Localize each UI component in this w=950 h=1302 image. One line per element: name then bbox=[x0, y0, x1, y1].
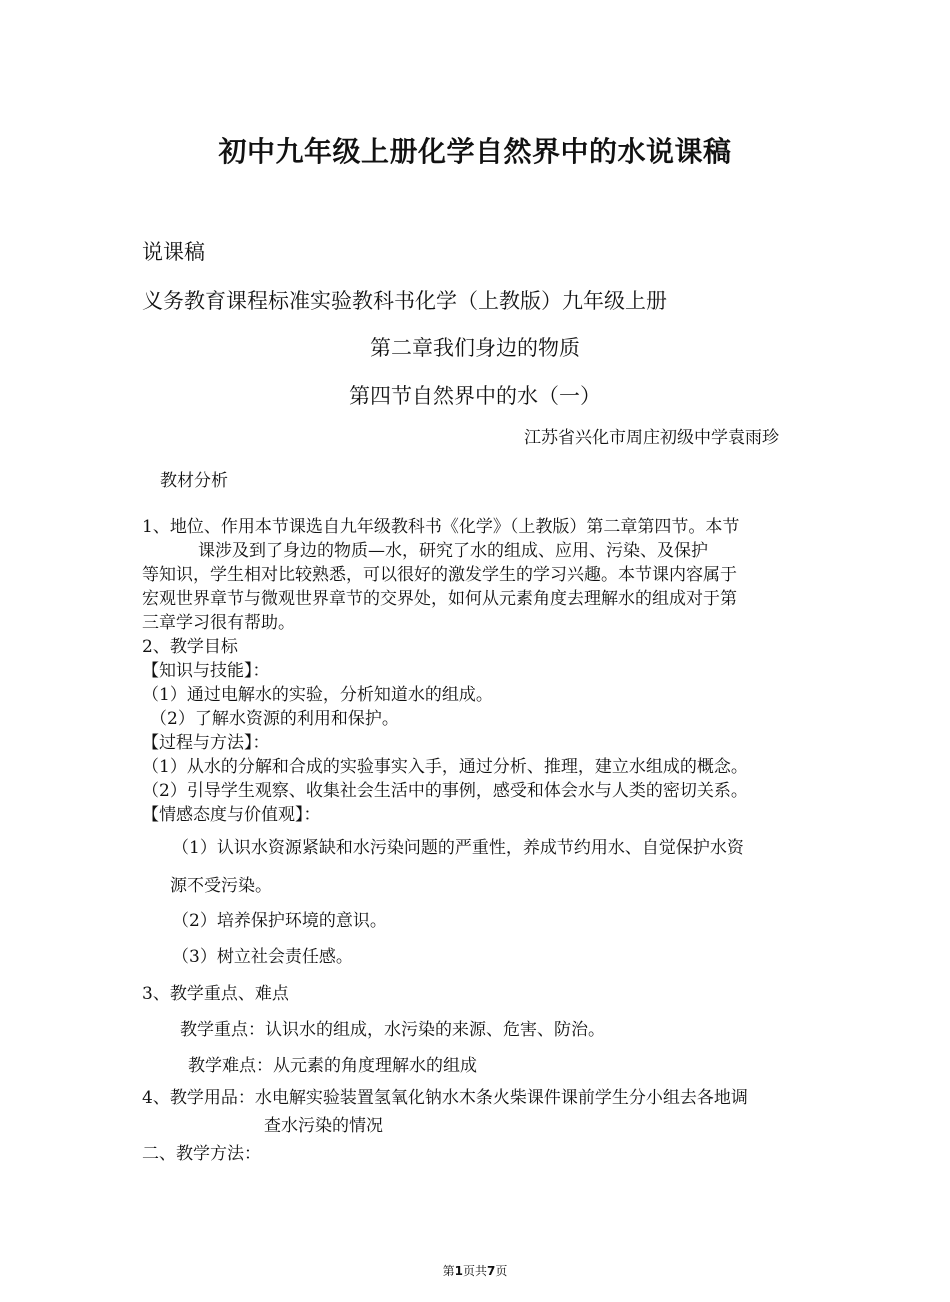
paragraph-line: 1、地位、作用本节课选自九年级教科书《化学》（上教版）第二章第四节。本节 bbox=[142, 517, 740, 537]
list-item: （1）从水的分解和合成的实验事实入手，通过分析、推理，建立水组成的概念。 bbox=[142, 757, 748, 777]
list-item-continued: 源不受污染。 bbox=[170, 876, 272, 896]
list-item: （1）通过电解水的实验，分析知道水的组成。 bbox=[142, 685, 493, 705]
page-footer: 第1页共7页 bbox=[442, 1264, 508, 1278]
list-item: （3）树立社会责任感。 bbox=[172, 947, 353, 967]
list-item: （2）引导学生观察、收集社会生活中的事例，感受和体会水与人类的密切关系。 bbox=[142, 781, 748, 801]
author-line: 江苏省兴化市周庄初级中学袁雨珍 bbox=[524, 428, 779, 448]
supplies-line-continued: 查水污染的情况 bbox=[264, 1116, 383, 1136]
list-item: （1）认识水资源紧缺和水污染问题的严重性，养成节约用水、自觉保护水资 bbox=[172, 838, 744, 858]
analysis-heading: 教材分析 bbox=[160, 471, 228, 491]
paragraph-line: 等知识，学生相对比较熟悉，可以很好的激发学生的学习兴趣。本节课内容属于 bbox=[142, 565, 737, 585]
chapter-heading: 第二章我们身边的物质 bbox=[370, 336, 580, 360]
list-item: （2）培养保护环境的意识。 bbox=[172, 911, 387, 931]
methods-heading: 二、教学方法： bbox=[142, 1144, 261, 1164]
list-item: （2）了解水资源的利用和保护。 bbox=[150, 709, 399, 729]
label-shuokegao: 说课稿 bbox=[142, 240, 205, 264]
supplies-line: 4、教学用品：水电解实验装置氢氧化钠水木条火柴课件课前学生分小组去各地调 bbox=[142, 1088, 748, 1108]
paragraph-line: 课涉及到了身边的物质—水，研究了水的组成、应用、污染、及保护 bbox=[198, 541, 708, 561]
paragraph-line: 三章学习很有帮助。 bbox=[142, 613, 295, 633]
process-heading: 【过程与方法】： bbox=[142, 733, 270, 753]
key-point: 教学重点：认识水的组成，水污染的来源、危害、防治。 bbox=[180, 1020, 605, 1040]
paragraph-line: 宏观世界章节与微观世界章节的交界处，如何从元素角度去理解水的组成对于第 bbox=[142, 589, 737, 609]
difficult-point: 教学难点：从元素的角度理解水的组成 bbox=[188, 1056, 477, 1076]
document-title: 初中九年级上册化学自然界中的水说课稿 bbox=[218, 135, 732, 168]
knowledge-heading: 【知识与技能】： bbox=[142, 661, 270, 681]
goals-heading: 2、教学目标 bbox=[142, 637, 238, 657]
textbook-line: 义务教育课程标准实验教科书化学（上教版）九年级上册 bbox=[142, 289, 667, 313]
key-heading: 3、教学重点、难点 bbox=[142, 984, 289, 1004]
section-heading: 第四节自然界中的水（一） bbox=[349, 384, 601, 408]
emotion-heading: 【情感态度与价值观】： bbox=[142, 805, 321, 825]
